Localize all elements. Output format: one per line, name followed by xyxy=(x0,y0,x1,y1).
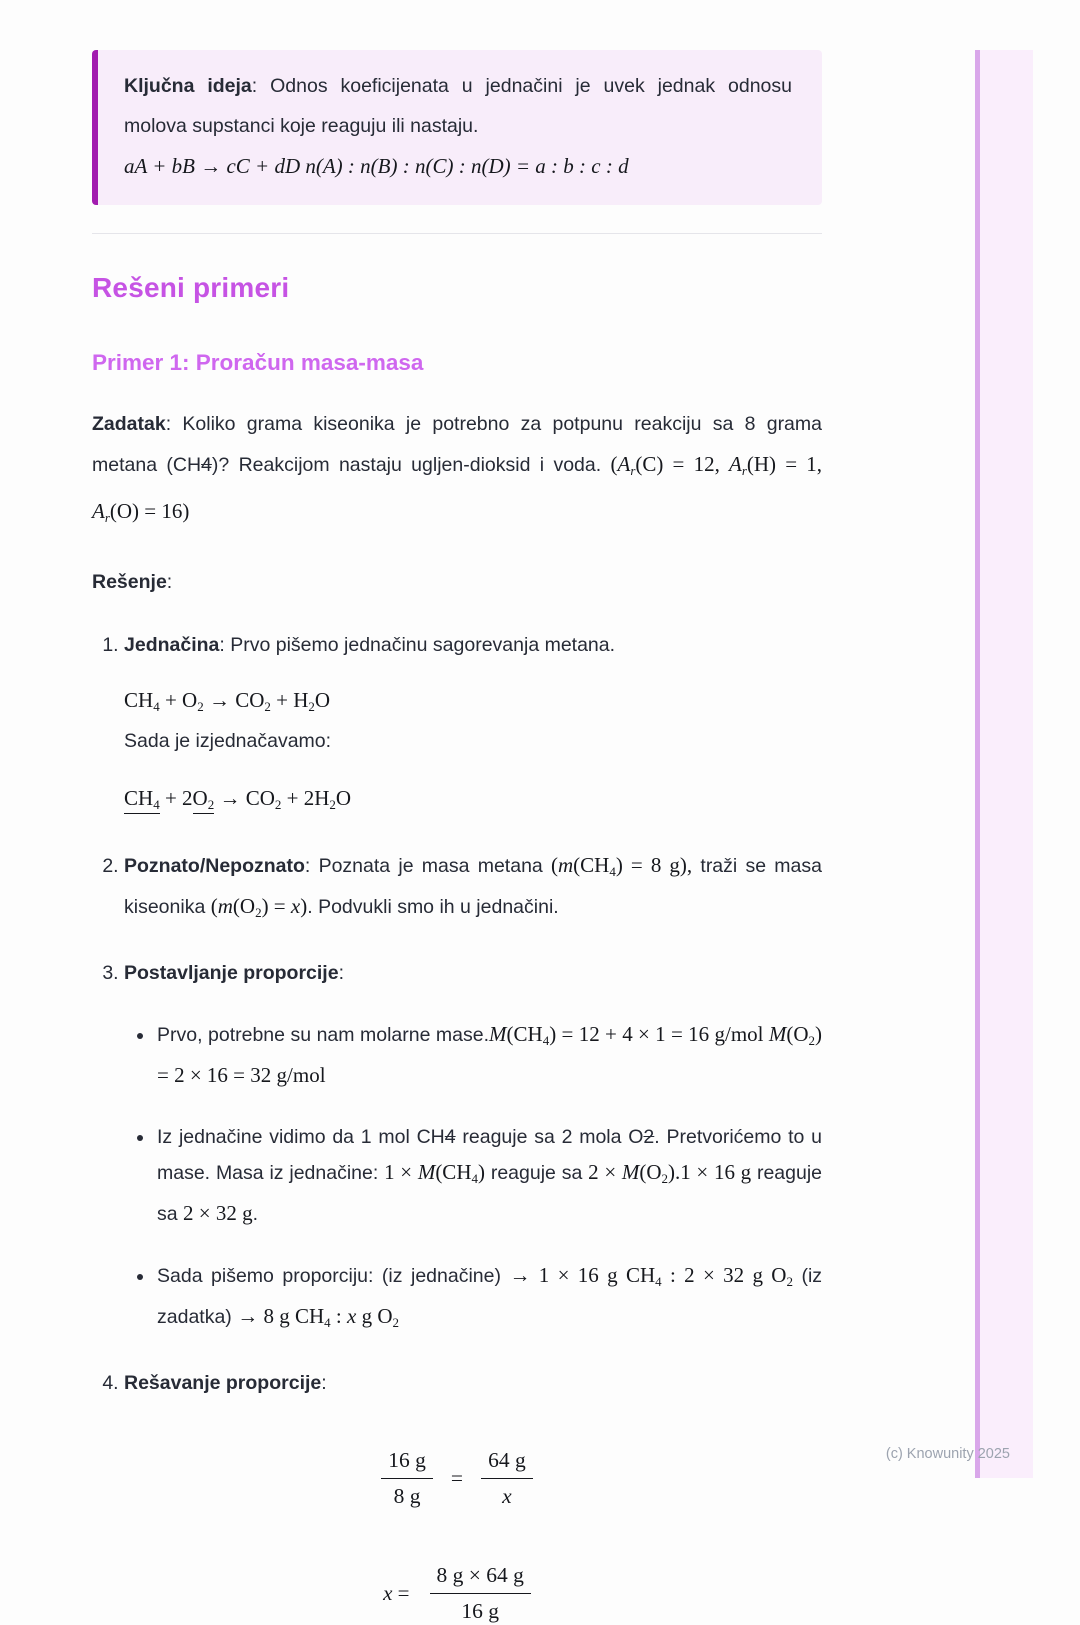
bullet-mole-ratio-text: • Iz jednačine vidimo da 1 mol CH4 reaguje sa 2 mola O2. Pretvorićemo to u mase. Masa iz jednačine: $1 \times M(CH_4)$ reaguje sa $2 \times M(O_2).1 \times 16$ g reaguje sa 2 × 32 g. xyxy=(157,1126,823,1225)
solution-label: Rešenje: xyxy=(92,571,173,593)
copyright-footer: (c) Knowunity 2025 xyxy=(885,1446,1010,1462)
fraction-left-denominator: 8 g xyxy=(393,1484,421,1508)
step-equation xyxy=(124,628,822,822)
bullet-proportion-write-text: • Sada pišemo proporciju: (iz jednačine) → 1 × 16 g $CH_4$ : 2 × 32 g $O_2$ (iz zadatka) → 8 g $CH_4$ : x g $O_2$ xyxy=(157,1263,823,1330)
bullet-molar-masses xyxy=(155,1017,822,1094)
solution-equation xyxy=(92,1562,822,1625)
solution-steps xyxy=(92,628,822,1401)
bullet-mole-ratio xyxy=(155,1120,822,1232)
step-equation-text: 1. Jednačina: Prvo pišemo jednačinu sagorevanja metana. xyxy=(124,634,616,656)
step-known-unknown xyxy=(124,848,822,930)
equation-balanced: $CH_4 + 2O_2 \to CO_2 + 2H_2O$ xyxy=(124,786,352,812)
task-paragraph: Zadatak: Koliko grama kiseonika je potrebno za potpunu reakciju sa 8 grama metana (CH4)? Reakcijom nastaju ugljen-dioksid i voda. ($A_r(C) = 12$, $A_r(H) = 1$, $A_r(O) = 16$) xyxy=(92,413,822,525)
example-title: Primer 1: Proračun masa-masa xyxy=(92,350,424,375)
solution-fraction-numerator: 8 g × 64 g xyxy=(430,1562,531,1594)
fraction-right-numerator: 64 g xyxy=(481,1447,533,1479)
solution-fraction-denominator: 16 g xyxy=(461,1599,500,1623)
key-idea-formula: aA + bB → cC + dD n(A) : n(B) : n(C) : n(D) = a : b : c : d xyxy=(124,154,629,178)
balancing-note: Sada je izjednačavamo: xyxy=(124,730,332,752)
fraction-left-numerator: 16 g xyxy=(381,1447,433,1479)
step-proportion-setup xyxy=(124,956,822,1340)
fraction-left xyxy=(381,1447,433,1510)
fraction-right xyxy=(481,1447,533,1510)
step-solving-text: 4. Rešavanje proporcije: xyxy=(124,1372,327,1394)
solution-equation-lhs: x = xyxy=(383,1581,410,1605)
key-idea-text: Ključna ideja: Odnos koeficijenata u jednačini je uvek jednak odnosu molova supstanci koje reaguju ili nastaju. xyxy=(124,75,792,137)
step-known-unknown-text: 2. Poznato/Nepoznato: Poznata je masa metana ($m(CH_4) = 8$ g), traži se masa kiseonika $(m(O_2) = x)$. Podvukli smo ih u jednačini. xyxy=(124,853,822,920)
bullet-molar-masses-text: • Prvo, potrebne su nam molarne $mase.M(CH_4) = 12 + 4 \times 1 = 16$ g/mol $M(O_2) = 2 \times 16 = 32$ g/mol xyxy=(157,1022,822,1087)
step-proportion-setup-text: 3. Postavljanje proporcije: xyxy=(124,962,344,984)
fraction-right-denominator: x xyxy=(502,1484,512,1508)
bullet-proportion-write xyxy=(155,1258,822,1340)
proportion-equation xyxy=(92,1447,822,1510)
equation-unbalanced: $CH_4 + O_2 \to CO_2 + H_2O$ xyxy=(124,688,331,714)
section-divider xyxy=(92,233,822,234)
key-idea-callout xyxy=(92,50,822,205)
document-content xyxy=(92,50,822,1625)
proportion-bullets xyxy=(124,1017,822,1340)
equals-sign: = xyxy=(450,1466,464,1490)
step-solving xyxy=(124,1366,822,1401)
section-title: Rešeni primeri xyxy=(92,272,290,303)
right-margin-strip xyxy=(975,50,1033,1478)
solution-fraction xyxy=(430,1562,531,1625)
